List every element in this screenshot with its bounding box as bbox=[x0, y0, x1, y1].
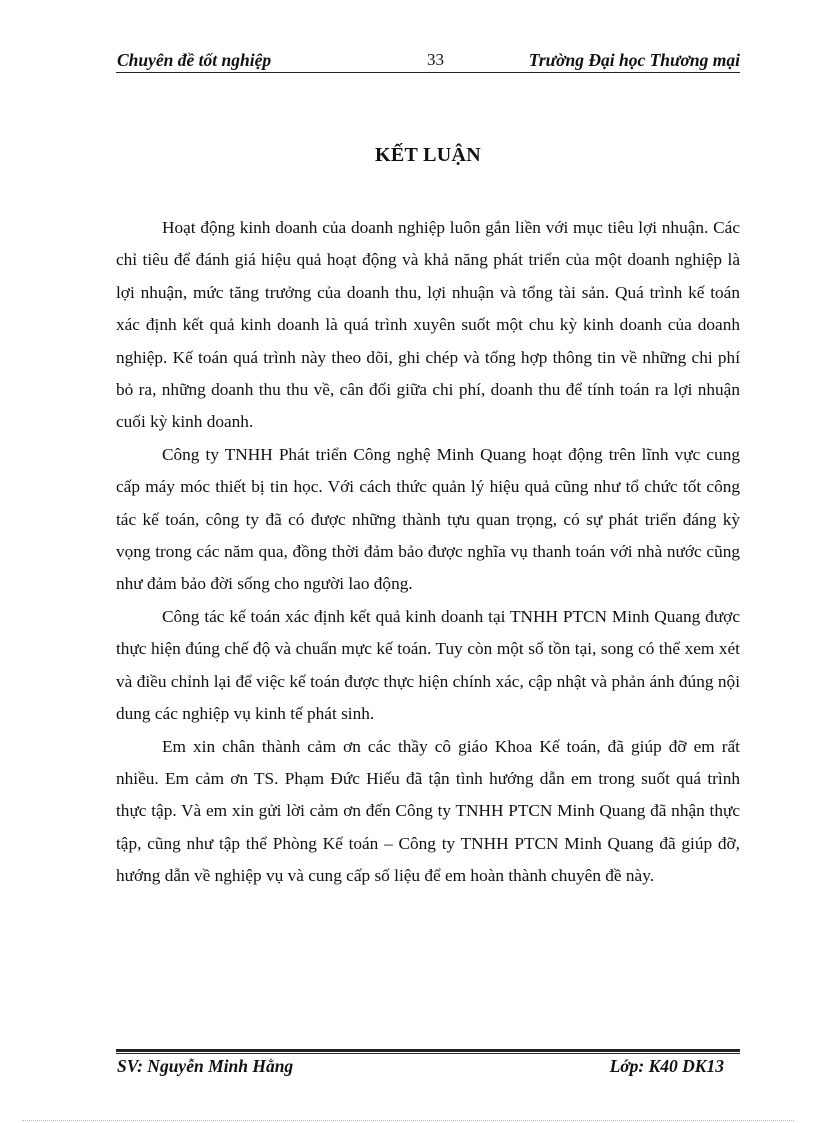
header-document-type: Chuyên đề tốt nghiệp bbox=[117, 50, 272, 70]
paragraph-2: Công ty TNHH Phát triển Công nghệ Minh Quang hoạt động trên lĩnh vực cung cấp máy móc thiết bị tin học. Với cách thức quản lý hiệu quả cũng như tổ chức tốt công tác kế toán, công ty đã có được những thành tựu quan trọng, có sự phát triển đáng kỳ vọng trong các năm qua, đồng thời đảm bảo được nghĩa vụ thanh toán với nhà nước cũng như đảm bảo đời sống cho người lao động. bbox=[116, 444, 740, 594]
header-university: Trường Đại học Thương mại bbox=[528, 50, 740, 70]
paragraph-3: Công tác kế toán xác định kết quả kinh doanh tại TNHH PTCN Minh Quang được thực hiện đúng chế độ và chuẩn mực kế toán. Tuy còn một số tồn tại, song có thể xem xét và điều chỉnh lại để việc kế toán được thực hiện chính xác, cập nhật và phản ánh đúng nội dung các nghiệp vụ kinh tế phát sinh. bbox=[116, 606, 740, 724]
page-footer bbox=[116, 1049, 740, 1082]
footer-class: Lớp: K40 DK13 bbox=[609, 1056, 724, 1076]
document-body bbox=[116, 212, 740, 893]
paragraph-4: Em xin chân thành cảm ơn các thầy cô giáo Khoa Kế toán, đã giúp đỡ em rất nhiều. Em cảm ơn TS. Phạm Đức Hiếu đã tận tình hướng dẫn em trong suốt quá trình thực tập. Và em xin gửi lời cảm ơn đến Công ty TNHH PTCN Minh Quang đã nhận thực tập, cũng như tập thể Phòng Kế toán – Công ty TNHH PTCN Minh Quang đã giúp đỡ, hướng dẫn về nghiệp vụ và cung cấp số liệu để em hoàn thành chuyên đề này. bbox=[116, 736, 740, 886]
page-edge-divider bbox=[22, 1120, 794, 1121]
page-title: KẾT LUẬN bbox=[375, 144, 481, 166]
page-header bbox=[116, 50, 740, 73]
paragraph-1: Hoạt động kinh doanh của doanh nghiệp luôn gắn liền với mục tiêu lợi nhuận. Các chỉ tiêu để đánh giá hiệu quả hoạt động và khả năng phát triển của một doanh nghiệp là lợi nhuận, mức tăng trưởng của doanh thu, lợi nhuận và tổng tài sản. Quá trình kế toán xác định kết quả kinh doanh là quá trình xuyên suốt một chu kỳ kinh doanh của doanh nghiệp. Kế toán quá trình này theo dõi, ghi chép và tổng hợp thông tin về những chi phí bỏ ra, những doanh thu thu về, cân đối giữa chi phí, doanh thu để tính toán ra lợi nhuận cuối kỳ kinh doanh. bbox=[116, 218, 740, 432]
footer-student-name: SV: Nguyễn Minh Hằng bbox=[117, 1056, 294, 1076]
page-number: 33 bbox=[427, 50, 444, 69]
